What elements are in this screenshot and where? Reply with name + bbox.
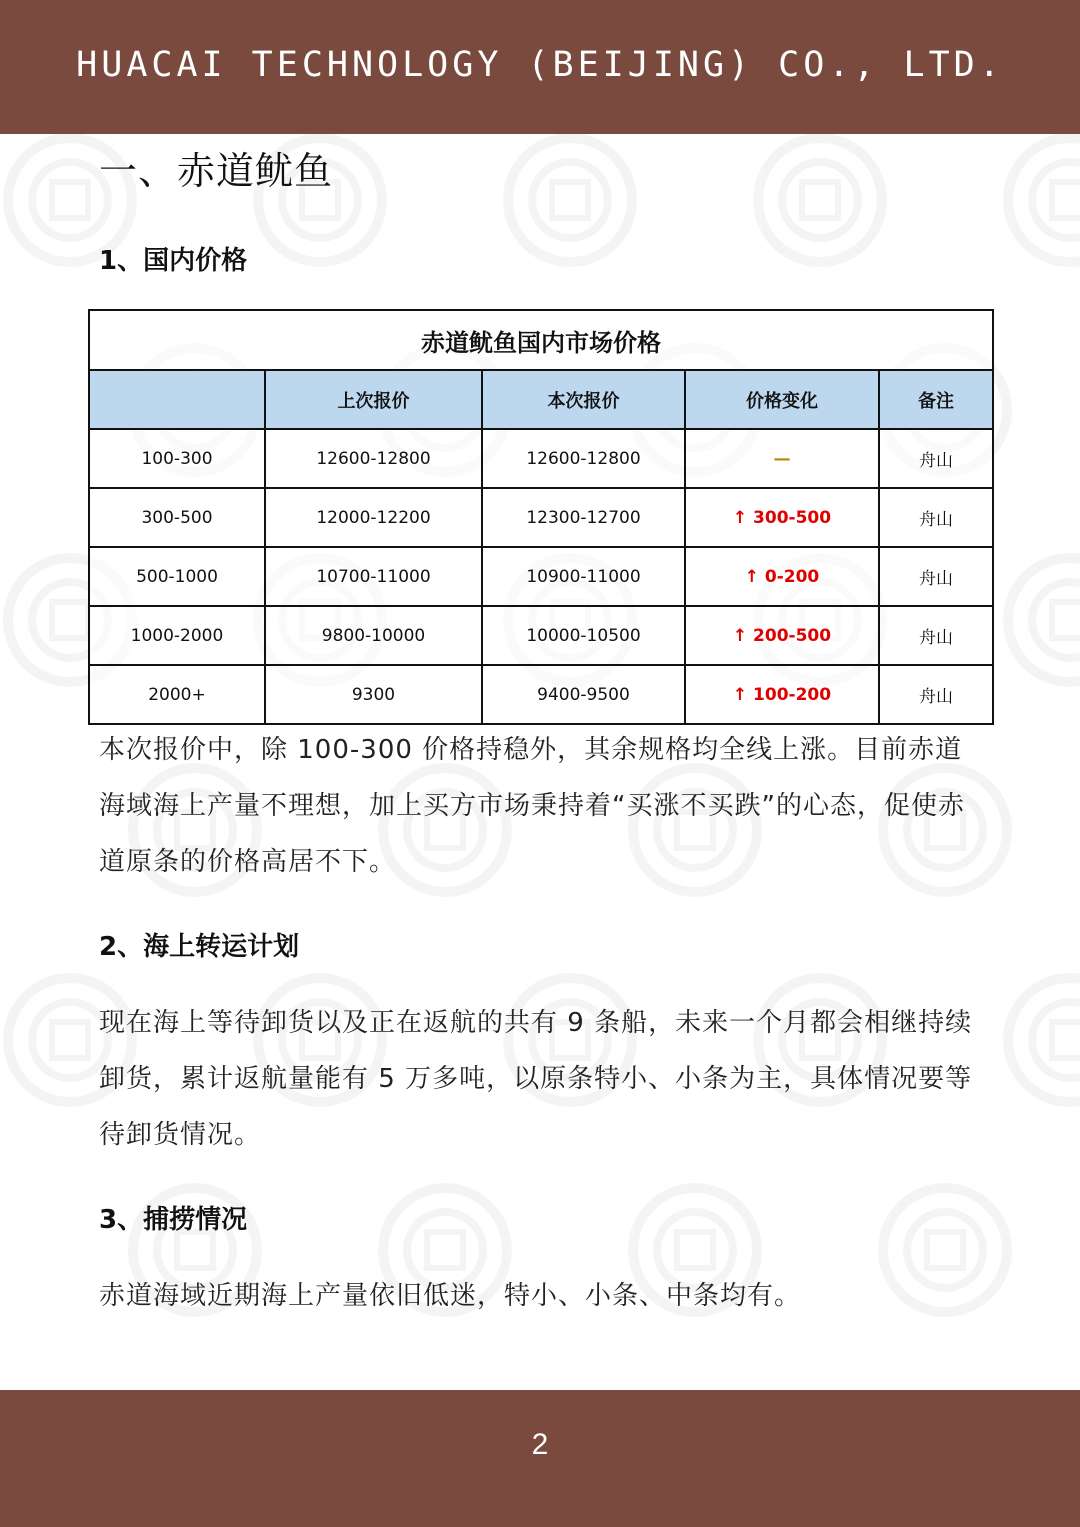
table-row — [89, 429, 993, 488]
spec-cell: 100-300 — [89, 429, 265, 488]
change-cell: — — [685, 429, 879, 488]
change-cell: ↑ 100-200 — [685, 665, 879, 724]
company-title: HUACAI TECHNOLOGY (BEIJING) CO., LTD. — [76, 45, 1004, 85]
spec-cell: 1000-2000 — [89, 606, 265, 665]
curr-price-cell: 12300-12700 — [482, 488, 685, 547]
table-caption-row — [89, 310, 993, 370]
note-cell: 舟山 — [879, 429, 993, 488]
table-row — [89, 488, 993, 547]
curr-price-cell: 10000-10500 — [482, 606, 685, 665]
note-cell: 舟山 — [879, 488, 993, 547]
note-cell: 舟山 — [879, 547, 993, 606]
subheading-domestic-price: 1、国内价格 — [99, 246, 248, 276]
spec-cell: 300-500 — [89, 488, 265, 547]
paragraph-price-summary: 本次报价中，除 100-300 价格持稳外，其余规格均全线上涨。目前赤道海域海上产量不理想，加上买方市场秉持着“买涨不买跌”的心态，促使赤道原条的价格高居不下。 — [99, 735, 965, 877]
note-cell: 舟山 — [879, 606, 993, 665]
section-title: 一、赤道鱿鱼 — [99, 149, 334, 193]
header-cell: 上次报价 — [265, 370, 482, 429]
price-table — [88, 309, 994, 725]
spec-cell: 500-1000 — [89, 547, 265, 606]
table-row — [89, 665, 993, 724]
table-row — [89, 547, 993, 606]
paragraph-fishing: 赤道海域近期海上产量依旧低迷，特小、小条、中条均有。 — [99, 1281, 802, 1311]
footer-band — [0, 1390, 1080, 1527]
paragraph-transshipment: 现在海上等待卸货以及正在返航的共有 9 条船，未来一个月都会相继持续卸货，累计返航量能有 5 万多吨，以原条特小、小条为主，具体情况要等待卸货情况。 — [99, 1008, 973, 1150]
spec-cell: 2000+ — [89, 665, 265, 724]
subheading-fishing: 3、捕捞情况 — [99, 1205, 248, 1235]
curr-price-cell: 12600-12800 — [482, 429, 685, 488]
prev-price-cell: 10700-11000 — [265, 547, 482, 606]
page-number: 2 — [531, 1427, 549, 1461]
header-band — [0, 0, 1080, 134]
header-cell: 备注 — [879, 370, 993, 429]
curr-price-cell: 9400-9500 — [482, 665, 685, 724]
header-cell — [89, 370, 265, 429]
prev-price-cell: 12000-12200 — [265, 488, 482, 547]
subheading-transshipment: 2、海上转运计划 — [99, 932, 300, 962]
prev-price-cell: 12600-12800 — [265, 429, 482, 488]
prev-price-cell: 9800-10000 — [265, 606, 482, 665]
change-cell: ↑ 200-500 — [685, 606, 879, 665]
change-cell: ↑ 300-500 — [685, 488, 879, 547]
curr-price-cell: 10900-11000 — [482, 547, 685, 606]
table-caption: 赤道鱿鱼国内市场价格 — [89, 310, 993, 370]
table-header-row — [89, 370, 993, 429]
header-cell: 价格变化 — [685, 370, 879, 429]
header-cell: 本次报价 — [482, 370, 685, 429]
note-cell: 舟山 — [879, 665, 993, 724]
table-row — [89, 606, 993, 665]
change-cell: ↑ 0-200 — [685, 547, 879, 606]
prev-price-cell: 9300 — [265, 665, 482, 724]
